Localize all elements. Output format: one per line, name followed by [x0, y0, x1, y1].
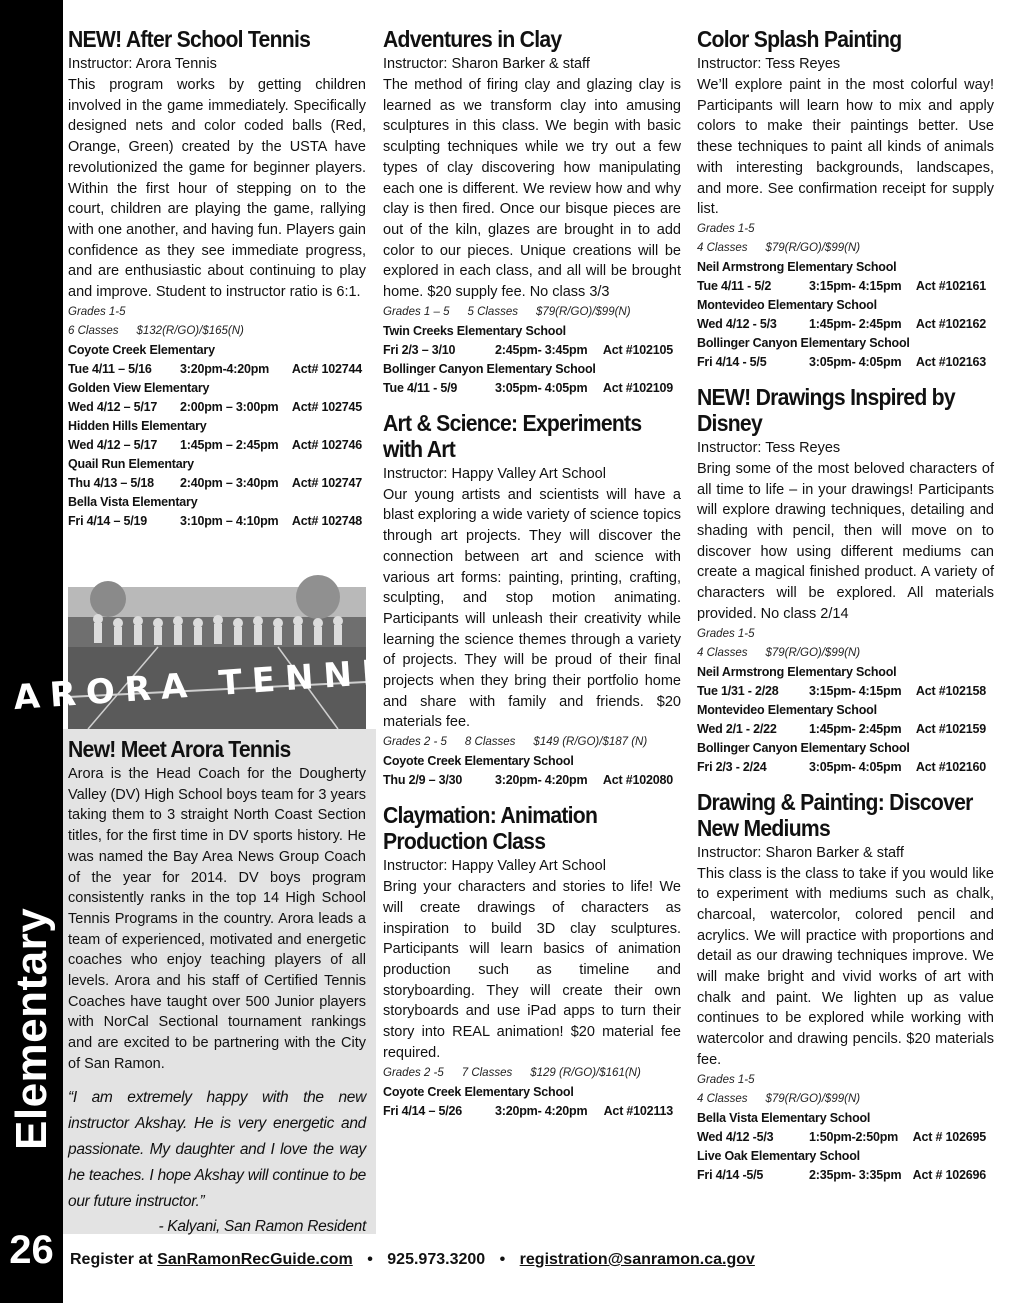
session-time: 2:00pm – 3:00pm — [180, 399, 279, 414]
class-price: 4 Classes $79(R/GO)/$99(N) — [697, 646, 861, 659]
grades: Grades 1-5 — [697, 222, 755, 235]
activity-number: Act #102113 — [603, 1103, 673, 1118]
course-title-line2: with Art — [383, 435, 456, 462]
meet-description: Arora is the Head Coach for the Dougherty Valley (DV) High School boys team for 3 years taking them to 3 straight North Coast Section titles, for the first time in DV sports history. He was named the Bay Area News Group Coach of the year for 2014. DV boys program consistently ranks in the top 14 High School Tennis Programs in the country. Arora leads a team of experienced, motivated and energetic coaches who enjoy teaching players of all levels. Arora and his staff of Certified Tennis Coaches have taught over 500 Junior players with NorCal Sectional tournament rankings and are excited to be partnering with the City of San Ramon. — [68, 766, 366, 1072]
session-time: 2:35pm- 3:35pm — [809, 1167, 902, 1182]
course-description: The method of firing clay and glazing clay is learned as we transform clay into amusing sculptures in this class. We begin with basic sculpting techniques while we try out a few types of clay discovering how manipulating each one is different. We review how and why clay is then fired. Once our bisque pieces are out of the kiln, glazes are brought in to add color to our pieces. Unique creations will be explored in each class, and all will be brought home. $20 supply fee. No class 3/3 — [383, 77, 681, 301]
photo-court-lettering: ARORA TENNIS — [12, 649, 421, 719]
course-title-line1: Art & Science: Experiments — [383, 409, 642, 436]
website-link[interactable]: SanRamonRecGuide.com — [157, 1251, 353, 1268]
grades: Grades 1-5 — [697, 627, 755, 640]
column-1 — [68, 26, 366, 543]
session-time: 3:05pm- 4:05pm — [809, 354, 902, 369]
course-after-school-tennis — [68, 26, 366, 531]
course-disney-drawings — [697, 384, 994, 777]
instructor: Instructor: Sharon Barker & staff — [383, 56, 590, 72]
activity-number: Act #102105 — [602, 342, 673, 357]
session-time: 3:20pm- 4:20pm — [495, 773, 588, 788]
school-name: Quail Run Elementary — [68, 456, 194, 471]
activity-number: Act #102080 — [602, 773, 673, 788]
school-name: Bollinger Canyon Elementary School — [383, 361, 596, 376]
email-link[interactable]: registration@sanramon.ca.gov — [519, 1251, 755, 1268]
phone-number: 925.973.3200 — [387, 1251, 486, 1268]
session-time: 1:45pm- 2:45pm — [809, 316, 902, 331]
session-time: 3:20pm- 4:20pm — [495, 1103, 588, 1118]
activity-number: Act #102163 — [915, 354, 986, 369]
session-list — [697, 663, 994, 777]
school-name: Neil Armstrong Elementary School — [697, 664, 897, 679]
meet-arora-tennis — [68, 736, 366, 1239]
activity-number: Act #102160 — [915, 759, 986, 774]
session-row — [697, 720, 994, 739]
activity-number: Act # 102695 — [912, 1129, 986, 1144]
session-dates: Tue 4/11 - 5/9 — [383, 380, 458, 395]
course-description: This class is the class to take if you would like to experiment with mediums such as chalk, charcoal, watercolor, colored pencil and acrylics. We will practice with proportions and detail as our drawing techniques improve. We will make bright and vivid works of art with chalk and paint. We lighten up as value continues to be explored while working with watercolor and drawing pencils. $20 materials fee. — [697, 865, 994, 1068]
tennis-court-photo — [12, 587, 421, 729]
session-time: 3:05pm- 4:05pm — [809, 759, 902, 774]
session-dates: Thu 2/9 – 3/30 — [383, 773, 463, 788]
school-name: Coyote Creek Elementary School — [383, 754, 574, 769]
grades-classes-price: Grades 2 - 5 8 Classes $149 (R/GO)/$187 (N) — [383, 736, 648, 749]
session-row — [697, 758, 994, 777]
activity-number: Act #102159 — [915, 721, 986, 736]
activity-number: Act #102158 — [915, 683, 986, 698]
session-row — [697, 315, 994, 334]
activity-number: Act# 102745 — [291, 399, 362, 414]
instructor: Instructor: Tess Reyes — [697, 56, 841, 72]
grades-classes-price: Grades 1 – 5 5 Classes $79(R/GO)/$99(N) — [383, 305, 631, 318]
grades-classes-price: Grades 2 -5 7 Classes $129 (R/GO)/$161(N) — [383, 1066, 641, 1079]
session-row — [68, 474, 366, 493]
session-time: 3:05pm- 4:05pm — [495, 380, 588, 395]
sidebar — [0, 0, 63, 1303]
session-time: 3:15pm- 4:15pm — [809, 683, 902, 698]
session-row — [68, 436, 366, 455]
activity-number: Act# 102744 — [291, 361, 362, 376]
session-row — [697, 1128, 994, 1147]
session-time: 3:10pm – 4:10pm — [180, 513, 279, 528]
column-2 — [383, 26, 681, 1133]
session-time: 3:15pm- 4:15pm — [809, 278, 902, 293]
session-list — [697, 1109, 994, 1185]
grades: Grades 1-5 — [68, 305, 126, 318]
session-row — [697, 1166, 994, 1185]
school-name: Live Oak Elementary School — [697, 1148, 860, 1163]
course-description: We’ll explore paint in the most colorful way! Participants will learn how to mix and apply colors to make their paintings better. Use these techniques to paint all kinds of animals with interesting backgrounds, landscapes, and more. See confirmation receipt for supply list. — [697, 77, 994, 218]
course-title-line1: Drawing & Painting: Discover — [697, 788, 973, 815]
arora-tennis-photo — [12, 587, 421, 729]
separator: • — [367, 1251, 373, 1268]
session-time: 3:20pm-4:20pm — [180, 361, 270, 376]
session-list — [383, 1083, 681, 1121]
school-name: Montevideo Elementary School — [697, 297, 877, 312]
session-dates: Tue 4/11 - 5/2 — [697, 278, 772, 293]
session-row — [383, 1102, 681, 1121]
testimonial-quote: “I am extremely happy with the new instructor Akshay. He is very energetic and passionate. My daughter and I love the way he teaches. I hope Akshay will continue to be our future instructor.” — [68, 1088, 366, 1210]
instructor: Instructor: Arora Tennis — [68, 56, 217, 72]
session-row — [697, 277, 994, 296]
instructor: Instructor: Sharon Barker & staff — [697, 844, 904, 861]
session-dates: Thu 4/13 – 5/18 — [68, 475, 154, 490]
school-name: Twin Creeks Elementary School — [383, 323, 566, 338]
session-dates: Wed 4/12 – 5/17 — [68, 399, 158, 414]
school-name: Bollinger Canyon Elementary School — [697, 335, 910, 350]
activity-number: Act #102109 — [602, 380, 673, 395]
instructor: Instructor: Happy Valley Art School — [383, 858, 606, 875]
school-name: Neil Armstrong Elementary School — [697, 259, 897, 274]
page-number: 26 — [9, 1228, 54, 1272]
session-dates: Wed 4/12 - 5/3 — [697, 316, 777, 331]
meet-title: New! Meet Arora Tennis — [68, 736, 291, 762]
school-name: Golden View Elementary — [68, 380, 210, 395]
session-list — [68, 341, 366, 531]
activity-number: Act# 102746 — [291, 437, 362, 452]
course-title: Color Splash Painting — [697, 26, 902, 52]
session-dates: Tue 4/11 – 5/16 — [68, 361, 152, 376]
session-time: 1:50pm-2:50pm — [809, 1129, 899, 1144]
session-row — [697, 353, 994, 372]
session-time: 1:45pm- 2:45pm — [809, 721, 902, 736]
course-title: Adventures in Clay — [383, 26, 562, 52]
column-3 — [697, 26, 994, 1197]
course-title-line2: New Mediums — [697, 814, 831, 841]
school-name: Bella Vista Elementary — [68, 494, 198, 509]
testimonial-author: - Kalyani, San Ramon Resident — [158, 1217, 366, 1235]
session-time: 2:45pm- 3:45pm — [495, 342, 588, 357]
course-description: Bring some of the most beloved characters of all time to life – in your drawings! Participants will explore drawing techniques, detailing and shading with pencil, then will move on to discover how using different mediums can create a magical finished product. A variety of characters will be explored. All materials provided. No class 2/14 — [697, 460, 994, 622]
activity-number: Act # 102696 — [912, 1167, 986, 1182]
session-list — [383, 322, 681, 398]
session-dates: Fri 4/14 - 5/5 — [697, 354, 767, 369]
activity-number: Act# 102747 — [291, 475, 362, 490]
footer-prefix: Register at — [70, 1251, 153, 1268]
session-dates: Fri 2/3 – 3/10 — [383, 342, 456, 357]
course-description: Our young artists and scientists will have a blast exploring a wide variety of science topics through art projects. They will discover the connection between art and science with various art forms: painting, printing, crafting, sculpting, and stop motion animating. Participants will unleash their creativity while learning the science themes through a variety of projects. They will be proud of their final projects when they bring their portfolio home and share with family and friends. $20 materials fee. — [383, 486, 681, 731]
grades: Grades 1-5 — [697, 1073, 755, 1086]
session-dates: Fri 4/14 -5/5 — [697, 1167, 764, 1182]
session-row — [68, 398, 366, 417]
session-dates: Fri 2/3 - 2/24 — [697, 759, 767, 774]
session-time: 1:45pm – 2:45pm — [180, 437, 279, 452]
class-price: 6 Classes $132(R/GO)/$165(N) — [68, 324, 244, 337]
separator: • — [499, 1251, 506, 1268]
session-dates: Wed 4/12 – 5/17 — [68, 437, 158, 452]
school-name: Coyote Creek Elementary — [68, 342, 215, 357]
session-list — [383, 752, 681, 790]
school-name: Hidden Hills Elementary — [68, 418, 207, 433]
session-time: 2:40pm – 3:40pm — [180, 475, 279, 490]
activity-number: Act #102162 — [915, 316, 986, 331]
session-dates: Fri 4/14 – 5/19 — [68, 513, 148, 528]
class-price: 4 Classes $79(R/GO)/$99(N) — [697, 241, 861, 254]
school-name: Bollinger Canyon Elementary School — [697, 740, 910, 755]
session-row — [383, 341, 681, 360]
activity-number: Act# 102748 — [291, 513, 362, 528]
section-label: Elementary — [7, 907, 56, 1150]
class-price: 4 Classes $79(R/GO)/$99(N) — [697, 1092, 861, 1105]
course-title-line2: Disney — [697, 409, 762, 436]
activity-number: Act #102161 — [915, 278, 986, 293]
course-description: This program works by getting children involved in the game immediately. Specifically designed nets and color coded balls (Red, Orange, Green) created by the USTA have revolutionized the game for beginner players. Within the first hour of stepping on to the court, children are playing the game, rallying with one another, and having fun. Players gain confidence as they see immediate progress, and are enthusiastic about continuing to play and improve. Student to instructor ratio is 6:1. — [68, 77, 366, 301]
school-name: Bella Vista Elementary School — [697, 1110, 871, 1125]
course-description: Bring your characters and stories to life! We will create drawings of characters as inspiration to build 3D clay sculptures. Participants will learn basics of animation production such as timeline and storyboarding. They will create their own storyboards and use iPad apps to turn their story into REAL animation! $20 material fee required. — [383, 879, 681, 1061]
school-name: Coyote Creek Elementary School — [383, 1084, 574, 1099]
session-dates: Wed 2/1 - 2/22 — [697, 721, 777, 736]
session-row — [68, 512, 366, 531]
course-color-splash — [697, 26, 994, 372]
course-new-mediums — [697, 789, 994, 1185]
course-title: NEW! After School Tennis — [68, 26, 311, 52]
session-dates: Wed 4/12 -5/3 — [697, 1129, 774, 1144]
session-row — [697, 682, 994, 701]
instructor: Instructor: Tess Reyes — [697, 439, 841, 456]
session-row — [383, 379, 681, 398]
session-list — [697, 258, 994, 372]
school-name: Montevideo Elementary School — [697, 702, 877, 717]
session-row — [383, 771, 681, 790]
session-dates: Tue 1/31 - 2/28 — [697, 683, 779, 698]
course-title-line2: Production Class — [383, 828, 546, 855]
registration-footer — [70, 1251, 1010, 1269]
course-title-line1: NEW! Drawings Inspired by — [697, 383, 955, 410]
course-art-science — [383, 410, 681, 790]
instructor: Instructor: Happy Valley Art School — [383, 465, 606, 482]
session-dates: Fri 4/14 – 5/26 — [383, 1103, 463, 1118]
course-title-line1: Claymation: Animation — [383, 802, 598, 829]
course-adventures-in-clay — [383, 26, 681, 398]
session-row — [68, 360, 366, 379]
course-claymation — [383, 802, 681, 1120]
